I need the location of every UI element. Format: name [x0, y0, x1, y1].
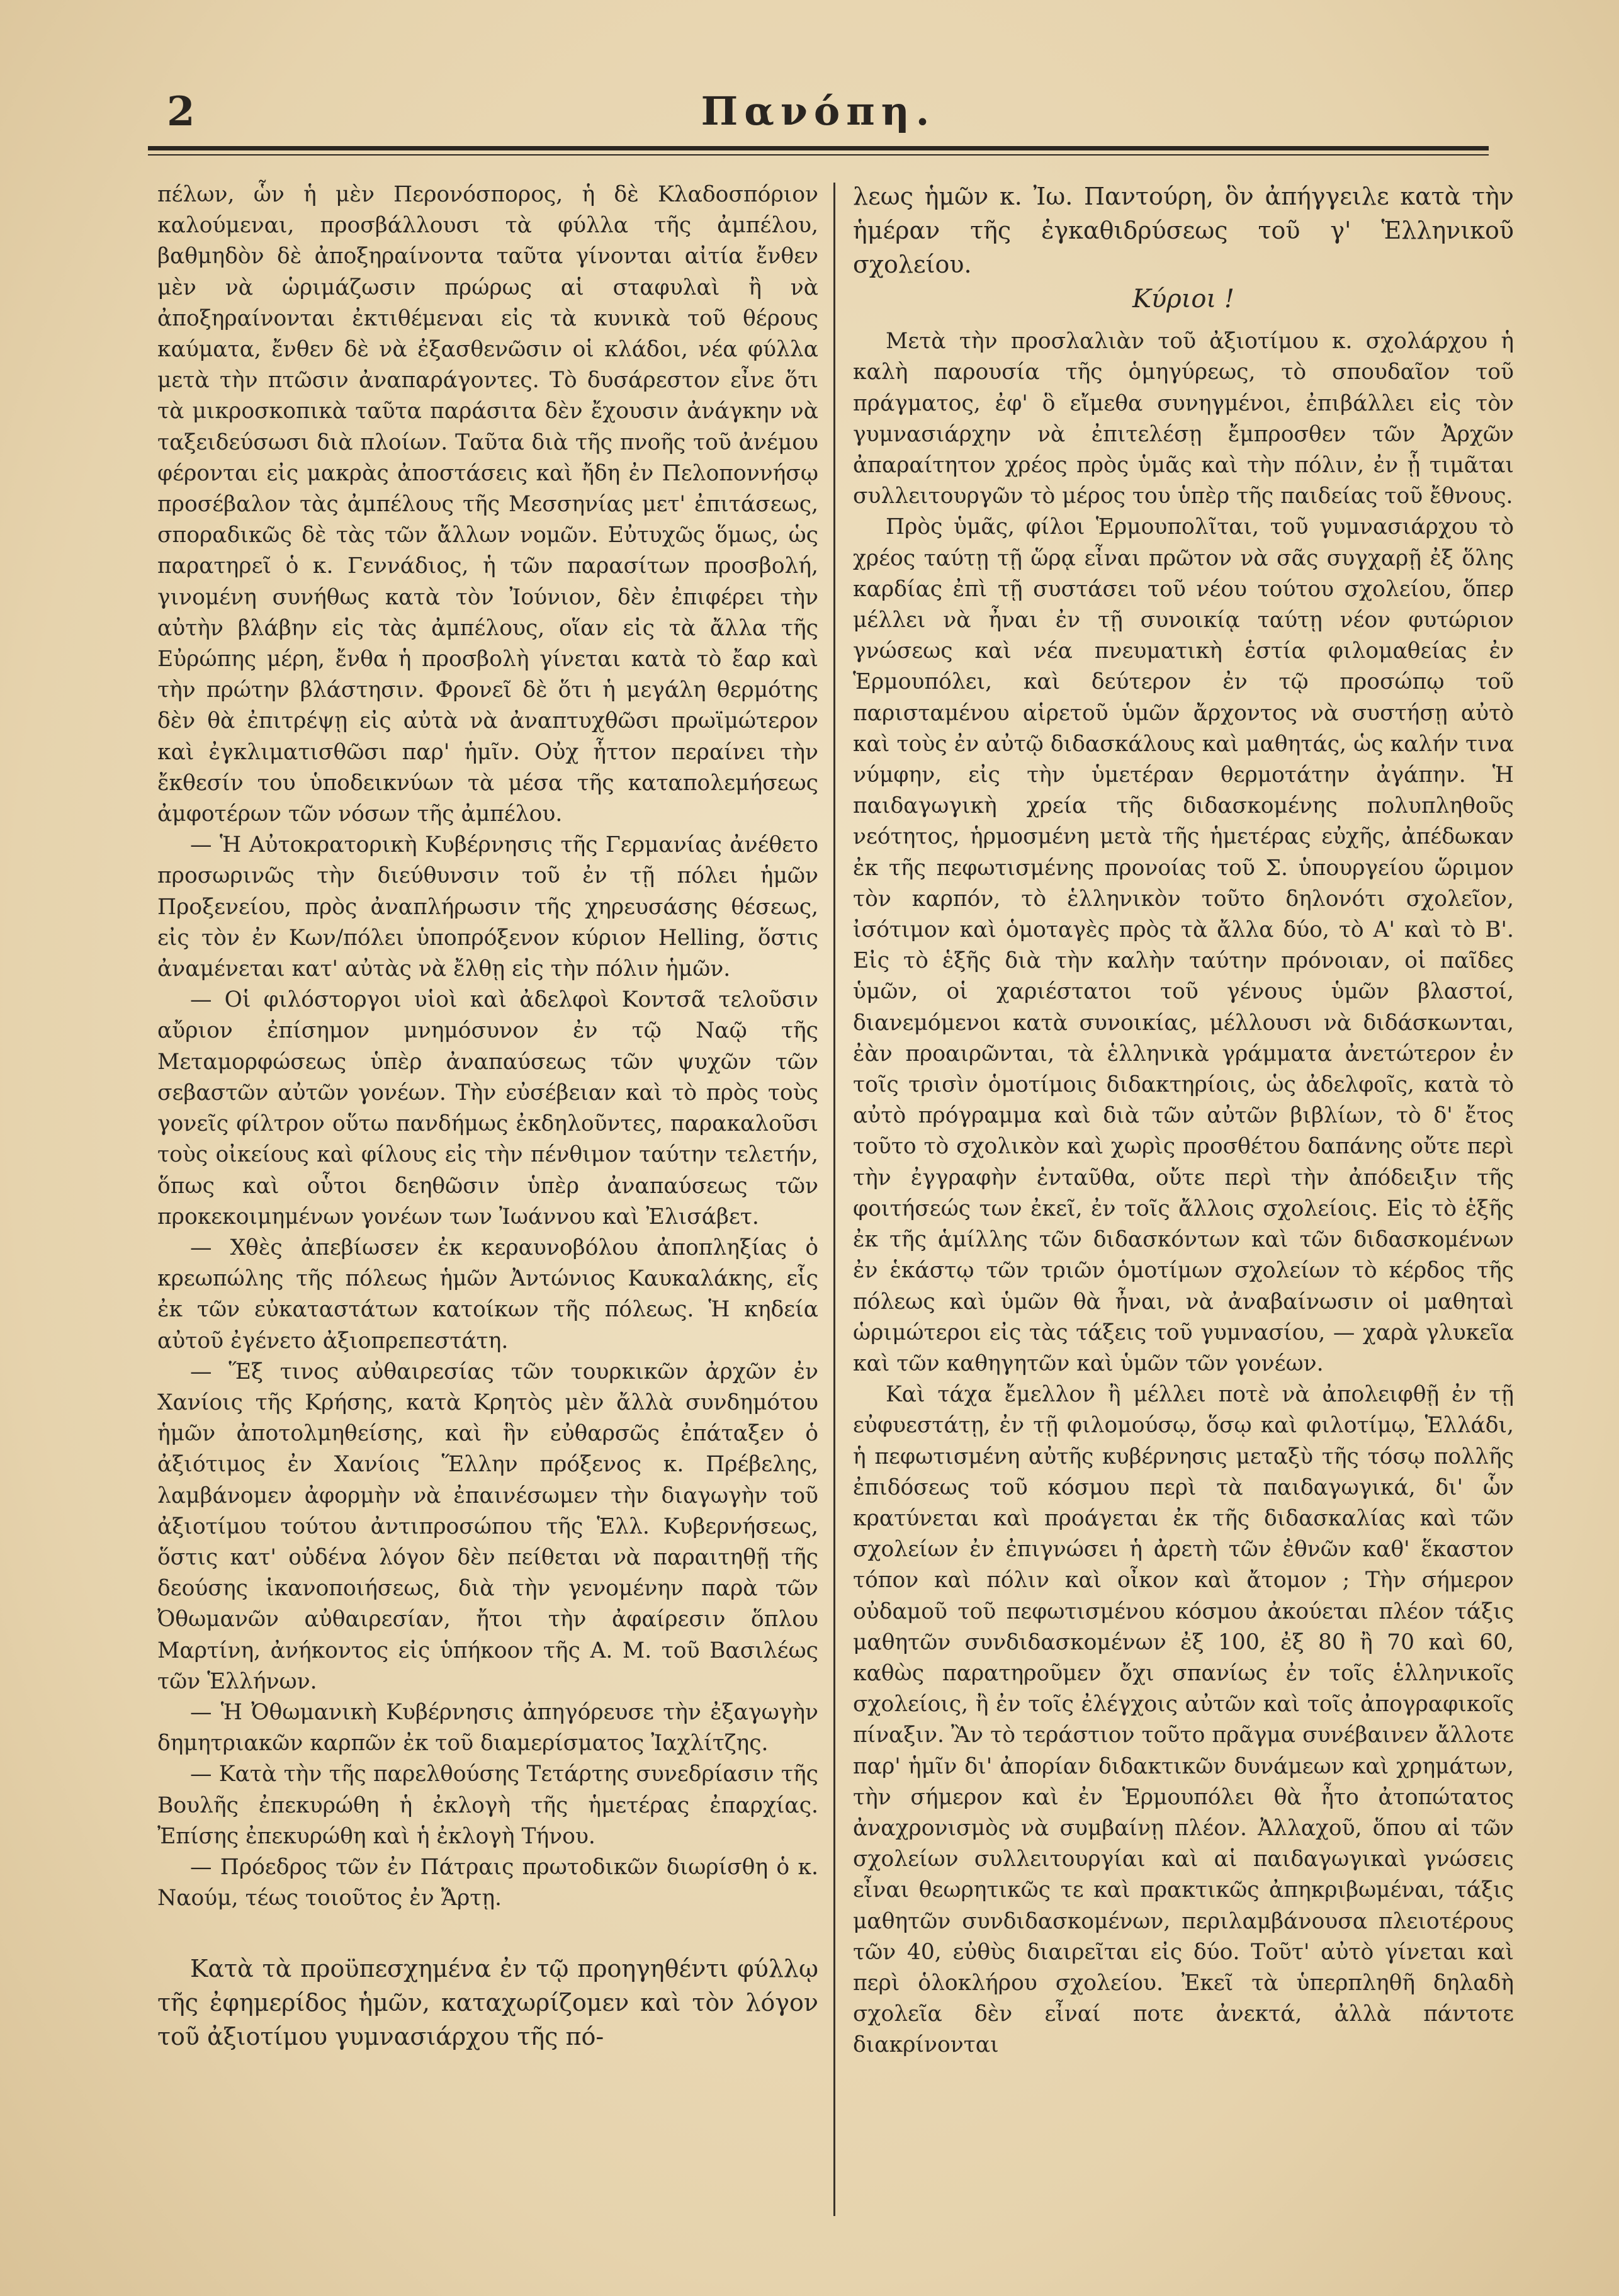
- news-parliament-election: — Κατὰ τὴν τῆς παρελθούσης Τετάρτης συνεδρίασιν τῆς Βουλῆς ἐπεκυρώθη ἡ ἐκλογὴ τῆς ἡμετέρας ἐπαρχίας. Ἐπίσης ἐπεκυρώθη καὶ ἡ ἐκλογὴ Τήνου.: [157, 1762, 818, 1849]
- news-memorial-kontsas: — Οἱ φιλόστοργοι υἱοὶ καὶ ἀδελφοὶ Κοντσᾶ τελοῦσιν αὔριον ἐπίσημον μνημόσυνον ἐν τῷ Ναῷ τῆς Μεταμορφώσεως ὑπὲρ ἀναπαύσεως τῶν ψυχῶν τῶν σεβαστῶν αὐτῶν γονέων. Τὴν εὐσέβειαν καὶ τὸ πρὸς τοὺς γονεῖς φίλτρον οὕτω πανδήμως ἐκδηλοῦντες, παρακαλοῦσι τοὺς οἰκείους καὶ φίλους εἰς τὴν πένθιμον ταύτην τελετήν, ὅπως καὶ οὗτοι δεηθῶσιν ὑπὲρ ἀναπαύσεως τῶν προκεκοιμημένων γονέων των Ἰωάννου καὶ Ἐλισάβετ.: [157, 987, 818, 1230]
- speech-intro-continued: λεως ἡμῶν κ. Ἰω. Παντούρη, ὃν ἀπήγγειλε κατὰ τὴν ἡμέραν τῆς ἐγκαθιδρύσεως τοῦ γ' Ἑλληνικοῦ σχολείου.: [853, 183, 1514, 278]
- section-separator: [157, 1914, 818, 1952]
- news-death-butcher: — Χθὲς ἀπεβίωσεν ἐκ κεραυνοβόλου ἀποπληξίας ὁ κρεωπώλης τῆς πόλεως ἡμῶν Ἀντώνιος Καυκαλάκης, εἷς ἐκ τῶν εὐκαταστάτων κατοίκων τῆς πόλεως. Ἡ κηδεία αὐτοῦ ἐγένετο ἀξιοπρεπεστάτη.: [157, 1235, 818, 1354]
- speech-salutation: Κύριοι !: [1132, 285, 1234, 314]
- right-column: [853, 179, 1514, 2257]
- news-chania-consul: — Ἕξ τινος αὐθαιρεσίας τῶν τουρκικῶν ἀρχῶν ἐν Χανίοις τῆς Κρήσης, κατὰ Κρητὸς μὲν ἄλλὰ συνδημότου ἡμῶν ἀποτολμηθείσης, καὶ ἣν εὐθαρσῶς ἐπάταξεν ὁ ἀξιότιμος ἐν Χανίοις Ἕλλην πρόξενος κ. Πρέβελης, λαμβάνομεν ἀφορμὴν νὰ ἐπαινέσωμεν τὴν διαγωγὴν τοῦ ἀξιοτίμου τούτου ἀντιπροσώπου τῆς Ἑλλ. Κυβερνήσεως, ὅστις κατ' οὐδένα λόγον δὲν πείθεται νὰ παραιτηθῇ τῆς δεούσης ἱκανοποιήσεως, διὰ τὴν γενομένην παρὰ τῶν Ὀθωμανῶν αὐθαιρεσίαν, ἤτοι τὴν ἀφαίρεσιν ὅπλου Μαρτίνη, ἀνήκοντος εἰς ὑπήκοον τῆς Α. Μ. τοῦ Βασιλέως τῶν Ἑλλήνων.: [157, 1359, 818, 1694]
- header-rule-thin: [148, 154, 1489, 156]
- newspaper-title: Πανόπη.: [701, 88, 936, 134]
- column-divider: [833, 183, 835, 2216]
- speech-intro: Κατὰ τὰ προϋπεσχημένα ἐν τῷ προηγηθέντι φύλλῳ τῆς ἐφημερίδος ἡμῶν, καταχωρίζομεν καὶ τὸν λόγον τοῦ ἀξιοτίμου γυμνασιάρχου τῆς πό-: [157, 1955, 818, 2051]
- speech-paragraph-2: Πρὸς ὑμᾶς, φίλοι Ἑρμουπολῖται, τοῦ γυμνασιάρχου τὸ χρέος ταύτῃ τῇ ὥρᾳ εἶναι πρῶτον νὰ σᾶς συγχαρῇ ἐξ ὅλης καρδίας ἐπὶ τῇ συστάσει τοῦ νέου τούτου σχολείου, ὅπερ μέλλει νὰ ἦναι ἐν τῇ συνοικίᾳ ταύτῃ νέον φυτώριον γνώσεως καὶ νέα πνευματικὴ ἑστία φιλομαθείας ἐν Ἑρμουπόλει, καὶ δεύτερον ἐν τῷ προσώπῳ τοῦ παρισταμένου αἱρετοῦ ὑμῶν ἄρχοντος νὰ συστήσῃ αὐτὸ καὶ τοὺς ἐν αὐτῷ διδασκάλους καὶ μαθητάς, ὡς καλήν τινα νύμφην, εἰς τὴν ὑμετέραν θερμοτάτην ἀγάπην. Ἡ παιδαγωγικὴ χρεία τῆς διδασκομένης πολυπληθοῦς νεότητος, ἡρμοσμένη μετὰ τῆς ἡμετέρας εὐχῆς, ἀπέδωκαν ἐκ τῆς πεφωτισμένης προνοίας τοῦ Σ. ὑπουργείου ὥριμον τὸν καρπόν, τὸ ἑλληνικὸν τοῦτο δηλονότι σχολεῖον, ἰσότιμον καὶ ὁμοταγὲς πρὸς τὰ ἄλλα δύο, τὸ Α' καὶ τὸ Β'. Εἰς τὸ ἑξῆς διὰ τὴν καλὴν ταύτην πρόνοιαν, οἱ παῖδες ὑμῶν, οἱ χαριέστατοι τοῦ γένους ὑμῶν βλαστοί, διανεμόμενοι κατὰ συνοικίας, μέλλουσι νὰ διδάσκωνται, ἐὰν προαιρῶνται, τὰ ἑλληνικὰ γράμματα ἀνετώτερον ἐν τοῖς τρισὶν ὁμοτίμοις διδακτηρίοις, ὡς ἀδελφοῖς, κατὰ τὸ αὐτὸ πρόγραμμα καὶ διὰ τῶν αὐτῶν βιβλίων, τὸ δ' ἔτος τοῦτο τὸ σχολικὸν καὶ χωρὶς προσθέτου δαπάνης οὔτε περὶ τὴν ἐγγραφὴν ἐνταῦθα, οὔτε περὶ τὴν ἀπόδειξιν τῆς φοιτήσεώς των ἐκεῖ, ἐν τοῖς ἄλλοις σχολείοις. Εἰς τὸ ἑξῆς ἐκ τῆς ἁμίλλης τῶν διδασκόντων καὶ τῶν διδασκομένων ἐν ἑκάστῳ τῶν τριῶν ὁμοτίμων σχολείων τὸ κέρδος τῆς πόλεως καὶ ὑμῶν θὰ ἦναι, νὰ ἀναβαίνωσιν οἱ μαθηταὶ ὡριμώτεροι εἰς τὰς τάξεις τοῦ γυμνασίου, — χαρὰ γλυκεῖα καὶ τῶν καθηγητῶν καὶ ὑμῶν τῶν γονέων.: [853, 514, 1514, 1376]
- speech-paragraph-3: Καὶ τάχα ἔμελλον ἢ μέλλει ποτὲ νὰ ἀπολειφθῇ ἐν τῇ εὐφυεστάτῃ, ἐν τῇ φιλομούσῳ, ὅσῳ καὶ φιλοτίμῳ, Ἑλλάδι, ἡ πεφωτισμένη αὐτῆς κυβέρνησις μεταξὺ τῆς τόσῳ πολλῆς ἐπιδόσεως τοῦ κόσμου περὶ τὰ παιδαγωγικά, δι' ὧν κρατύνεται καὶ προάγεται ἐκ τῆς διδασκαλίας καὶ τῶν σχολείων ἐν ἐπιγνώσει ἡ ἀρετὴ τῶν ἐθνῶν καθ' ἕκαστον τόπον καὶ πόλιν καὶ οἶκον καὶ ἄτομον ; Τὴν σήμερον οὐδαμοῦ τοῦ πεφωτισμένου κόσμου ἀκούεται πλέον τάξις μαθητῶν συνδιδασκομένων ἐξ 100, ἐξ 80 ἢ 70 καὶ 60, καθὼς παρατηροῦμεν ὄχι σπανίως ἐν τοῖς ἑλληνικοῖς σχολείοις, ἢ ἐν τοῖς ἐλέγχοις αὐτῶν καὶ τοῖς ἀπογραφικοῖς πίναξιν. Ἂν τὸ τεράστιον τοῦτο πρᾶγμα συνέβαινεν ἄλλοτε παρ' ἡμῖν δι' ἀπορίαν διδακτικῶν δυνάμεων καὶ χρημάτων, τὴν σήμερον καὶ ἐν Ἑρμουπόλει θὰ ἦτο ἀτοπώτατος ἀναχρονισμὸς νὰ συμβαίνῃ πλέον. Ἀλλαχοῦ, ὅπου αἱ τῶν σχολείων συλλειτουργίαι καὶ αἱ παιδαγωγικαὶ γνώσεις εἶναι θεωρητικῶς τε καὶ πρακτικῶς ἀπηκριβωμέναι, τάξις μαθητῶν συνδιδασκομένων, περιλαμβάνουσα πλειοτέρους τῶν 40, εὐθὺς διαιρεῖται εἰς δύο. Τοῦτ' αὐτὸ γίνεται καὶ περὶ ὁλοκλήρου σχολείου. Ἐκεῖ τὰ ὑπερπληθῆ δηλαδὴ σχολεῖα δὲν εἶναί ποτε ἀνεκτά, ἀλλὰ πάντοτε διακρίνονται: [853, 1382, 1514, 2058]
- page-header: [148, 88, 1489, 145]
- news-ottoman-export-ban: — Ἡ Ὀθωμανικὴ Κυβέρνησις ἀπηγόρευσε τὴν ἐξαγωγὴν δημητριακῶν καρπῶν ἐκ τοῦ διαμερίσματος Ἰαχλίτζης.: [157, 1699, 818, 1756]
- speech-paragraph-1: Μετὰ τὴν προσλαλιὰν τοῦ ἀξιοτίμου κ. σχολάρχου ἡ καλὴ παρουσία τῆς ὁμηγύρεως, τὸ σπουδαῖον τοῦ πράγματος, ἐφ' ὃ εἴμεθα συνηγμένοι, ἐπιβάλλει εἰς τὸν γυμνασιάρχην νὰ ἐπιτελέσῃ ἔμπροσθεν τῶν Ἀρχῶν ἀπαραίτητον χρέος πρὸς ὑμᾶς καὶ τὴν πόλιν, ἐν ᾗ τιμᾶται συλλειτουργῶν τὸ μέρος του ὑπὲρ τῆς παιδείας τοῦ ἔθνους.: [853, 329, 1514, 509]
- news-patras-court: — Πρόεδρος τῶν ἐν Πάτραις πρωτοδικῶν διωρίσθη ὁ κ. Ναούμ, τέως τοιοῦτος ἐν Ἄρτῃ.: [157, 1854, 818, 1911]
- news-german-consulate: — Ἡ Αὐτοκρατορικὴ Κυβέρνησις τῆς Γερμανίας ἀνέθετο προσωρινῶς τὴν διεύθυνσιν τοῦ ἐν τῇ πόλει ἡμῶν Προξενείου, πρὸς ἀναπλήρωσιν τῆς χηρευσάσης θέσεως, εἰς τὸν ἐν Κων/πόλει ὑποπρόξενον κύριον Helling, ὅστις ἀναμένεται κατ' αὐτὰς νὰ ἔλθῃ εἰς τὴν πόλιν ἡμῶν.: [157, 832, 818, 982]
- header-rule-thick: [148, 146, 1489, 150]
- article-vine-diseases: πέλων, ὧν ἡ μὲν Περονόσπορος, ἡ δὲ Κλαδοσπόριον καλούμεναι, προσβάλλουσι τὰ φύλλα τῆς ἀμπέλου, βαθμηδὸν δὲ ἀποξηραίνοντα ταῦτα γίνονται αἰτία ἔνθεν μὲν νὰ ὡριμάζωσιν πρώρως αἱ σταφυλαὶ ἢ νὰ ἀποξηραίνονται ἐκτιθέμεναι εἰς τὰ κυνικὰ τοῦ θέρους καύματα, ἔνθεν δὲ νὰ ἐξασθενῶσιν οἱ κλάδοι, νέα φύλλα μετὰ τὴν πτῶσιν ἀναπαράγοντες. Τὸ δυσάρεστον εἶνε ὅτι τὰ μικροσκοπικὰ ταῦτα παράσιτα δὲν ἔχουσιν ἀνάγκην νὰ ταξειδεύσωσι διὰ πλοίων. Ταῦτα διὰ τῆς πνοῆς τοῦ ἀνέμου φέρονται εἰς μακρὰς ἀποστάσεις καὶ ἤδη ἐν Πελοποννήσῳ προσέβαλον τὰς ἀμπέλους τῆς Μεσσηνίας μετ' ἐπιτάσεως, σποραδικῶς δὲ τὰς τῶν ἄλλων νομῶν. Εὐτυχῶς ὅμως, ὡς παρατηρεῖ ὁ κ. Γεννάδιος, ἡ τῶν παρασίτων προσβολή, γινομένη συνήθως κατὰ τὸν Ἰούνιον, δὲν ἐπιφέρει τὴν αὐτὴν βλάβην εἰς τὰς ἀμπέλους, οἵαν εἰς τὰ ἄλλα τῆς Εὐρώπης μέρη, ἔνθα ἡ προσβολὴ γίνεται κατὰ τὸ ἔαρ καὶ τὴν πρώτην βλάστησιν. Φρονεῖ δὲ ὅτι ἡ μεγάλη θερμότης δὲν θὰ ἐπιτρέψῃ εἰς αὐτὰ νὰ ἀναπτυχθῶσι πρωϊμώτερον καὶ ἐγκλιματισθῶσι παρ' ἡμῖν. Οὐχ ἧττον περαίνει τὴν ἔκθεσίν του ὑποδεικνύων τὰ μέσα τῆς καταπολεμήσεως ἀμφοτέρων τῶν νόσων τῆς ἀμπέλου.: [157, 182, 818, 827]
- left-column: [157, 179, 818, 2257]
- page-number: 2: [167, 88, 195, 135]
